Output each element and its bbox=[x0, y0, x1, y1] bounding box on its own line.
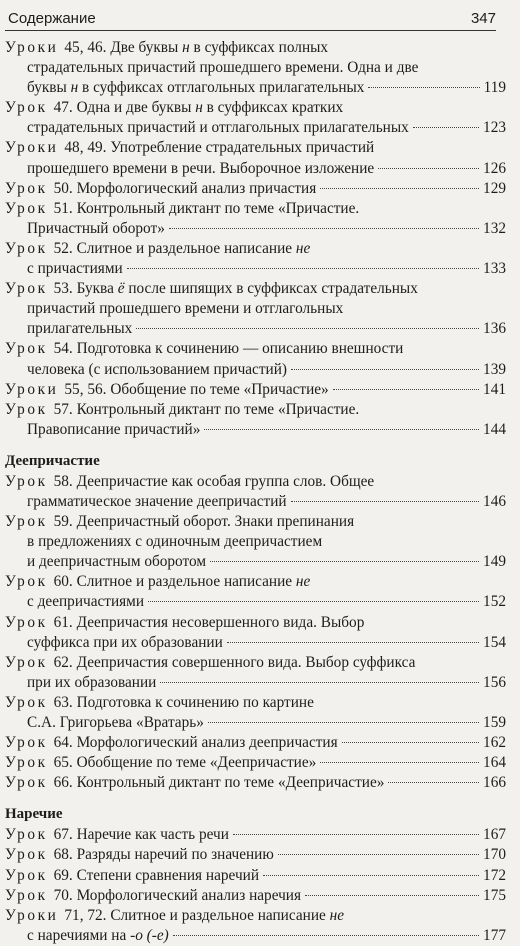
dot-leader bbox=[169, 228, 479, 229]
toc-entry-line: с деепричастиями bbox=[27, 593, 145, 611]
toc-entry bbox=[5, 845, 506, 865]
toc-entry bbox=[5, 693, 506, 733]
toc-page-number: 139 bbox=[483, 360, 506, 378]
toc-entry-line: 57. Контрольный диктант по теме «Причастие. bbox=[53, 400, 360, 418]
toc-entry-line: 67. Наречие как часть речи bbox=[53, 826, 229, 844]
toc-page-number: 152 bbox=[483, 593, 506, 611]
toc-entry bbox=[5, 753, 506, 773]
running-head bbox=[5, 0, 496, 31]
toc-entry bbox=[5, 886, 506, 906]
toc-entry-line: причастий прошедшего времени и отглагольных bbox=[27, 300, 344, 318]
lesson-keyword: Урок bbox=[5, 774, 48, 792]
toc-entry-line: 71, 72. Слитное и раздельное написание не bbox=[64, 906, 345, 924]
lesson-keyword: Урок bbox=[5, 340, 48, 358]
lesson-keyword: Уроки bbox=[5, 139, 59, 157]
toc-entry bbox=[5, 279, 506, 339]
toc-entry-line: прилагательных bbox=[27, 320, 133, 338]
lesson-keyword: Урок bbox=[5, 826, 48, 844]
dot-leader bbox=[378, 168, 479, 169]
toc-entry-line: 62. Деепричастия совершенного вида. Выбор суффикса bbox=[53, 653, 416, 671]
dot-leader bbox=[263, 875, 479, 876]
dot-leader bbox=[368, 87, 479, 88]
lesson-keyword: Урок bbox=[5, 886, 48, 904]
toc-entry-line: буквы н в суффиксах отглагольных прилагательных bbox=[27, 79, 365, 97]
toc-entry-line: Правописание причастий» bbox=[27, 420, 201, 438]
lesson-keyword: Урок bbox=[5, 400, 48, 418]
toc-page-number: 132 bbox=[483, 219, 506, 237]
toc-entry-line: 54. Подготовка к сочинению — описанию внешности bbox=[53, 340, 404, 358]
toc-entry bbox=[5, 179, 506, 199]
toc-entry bbox=[5, 653, 506, 693]
toc-page-number: 175 bbox=[483, 886, 506, 904]
table-of-contents bbox=[5, 38, 506, 946]
toc-page-number: 136 bbox=[483, 320, 506, 338]
toc-entry bbox=[5, 339, 506, 379]
toc-page-number: 159 bbox=[483, 714, 506, 731]
toc-entry-line: с наречиями на -о (-е) bbox=[27, 926, 169, 944]
lesson-keyword: Урок bbox=[5, 754, 48, 772]
dot-leader bbox=[291, 501, 479, 502]
toc-entry-line: 53. Буква ё после шипящих в суффиксах страдательных bbox=[53, 280, 418, 298]
dot-leader bbox=[210, 561, 479, 562]
lesson-keyword: Урок bbox=[5, 513, 48, 531]
toc-entry-line: человека (с использованием причастий) bbox=[27, 360, 287, 378]
toc-page-number: 129 bbox=[483, 179, 506, 197]
toc-entry-line: 69. Степени сравнения наречий bbox=[53, 866, 260, 884]
dot-leader bbox=[233, 834, 479, 835]
lesson-keyword: Урок bbox=[5, 866, 48, 884]
lesson-keyword: Урок bbox=[5, 734, 48, 752]
dot-leader bbox=[388, 782, 479, 783]
toc-entry-line: при их образовании bbox=[27, 673, 157, 691]
lesson-keyword: Уроки bbox=[5, 39, 59, 56]
dot-leader bbox=[278, 854, 479, 855]
toc-entry-line: 59. Деепричастный оборот. Знаки препинания bbox=[53, 513, 355, 531]
lesson-keyword: Урок bbox=[5, 613, 48, 631]
toc-page-number: 162 bbox=[483, 734, 506, 752]
toc-page-number: 126 bbox=[483, 159, 506, 177]
toc-entry-line: 65. Обобщение по теме «Деепричастие» bbox=[53, 754, 317, 772]
lesson-keyword: Урок bbox=[5, 653, 48, 671]
toc-entry bbox=[5, 733, 506, 753]
dot-leader bbox=[320, 762, 479, 763]
toc-page-number: 172 bbox=[483, 866, 506, 884]
toc-entry-line: 52. Слитное и раздельное написание не bbox=[53, 239, 311, 257]
toc-entry-line: 58. Деепричастие как особая группа слов. Общее bbox=[53, 472, 375, 490]
toc-entry bbox=[5, 400, 506, 440]
toc-page-number: 170 bbox=[483, 846, 506, 864]
toc-entry-line: грамматическое значение деепричастий bbox=[27, 492, 287, 510]
toc-entry bbox=[5, 825, 506, 845]
section-heading: Наречие bbox=[5, 806, 63, 823]
lesson-keyword: Урок bbox=[5, 846, 48, 864]
toc-entry bbox=[5, 512, 506, 572]
lesson-keyword: Урок bbox=[5, 472, 48, 490]
dot-leader bbox=[413, 127, 479, 128]
toc-page-number: 164 bbox=[483, 754, 506, 772]
lesson-keyword: Урок bbox=[5, 280, 48, 298]
toc-page-number: 177 bbox=[483, 926, 506, 944]
dot-leader bbox=[127, 268, 479, 269]
toc-page-number: 146 bbox=[483, 492, 506, 510]
dot-leader bbox=[204, 429, 479, 430]
dot-leader bbox=[342, 742, 479, 743]
dot-leader bbox=[173, 935, 479, 936]
lesson-keyword: Урок bbox=[5, 239, 48, 257]
toc-page-number: 167 bbox=[483, 826, 506, 844]
toc-page-number: 144 bbox=[483, 420, 506, 438]
toc-page-number: 119 bbox=[483, 79, 506, 97]
toc-entry-line: 51. Контрольный диктант по теме «Причастие. bbox=[53, 199, 360, 217]
toc-entry-line: и деепричастным оборотом bbox=[27, 553, 207, 571]
toc-entry-line: 70. Морфологический анализ наречия bbox=[53, 886, 302, 904]
toc-entry-line: С.А. Григорьева «Вратарь» bbox=[27, 714, 204, 731]
toc-page-number: 123 bbox=[483, 119, 506, 137]
dot-leader bbox=[227, 642, 479, 643]
toc-entry-line: страдательных причастий и отглагольных прилагательных bbox=[27, 119, 409, 137]
dot-leader bbox=[320, 188, 479, 189]
toc-entry bbox=[5, 866, 506, 886]
toc-page-number: 166 bbox=[483, 774, 506, 792]
toc-entry bbox=[5, 380, 506, 400]
toc-entry-line: 45, 46. Две буквы н в суффиксах полных bbox=[64, 39, 329, 56]
dot-leader bbox=[305, 895, 479, 896]
toc-page-number: 154 bbox=[483, 633, 506, 651]
running-head-title: Содержание bbox=[8, 10, 96, 27]
dot-leader bbox=[333, 389, 479, 390]
dot-leader bbox=[160, 682, 479, 683]
toc-entry bbox=[5, 472, 506, 512]
toc-entry-line: 47. Одна и две буквы н в суффиксах кратких bbox=[53, 99, 344, 117]
toc-entry-line: с причастиями bbox=[27, 260, 123, 278]
toc-entry-line: прошедшего времени в речи. Выборочное изложение bbox=[27, 159, 375, 177]
toc-entry-line: 66. Контрольный диктант по теме «Деепричастие» bbox=[53, 774, 385, 792]
toc-entry-line: 48, 49. Употребление страдательных причастий bbox=[64, 139, 375, 157]
toc-entry bbox=[5, 906, 506, 946]
toc-entry-line: 64. Морфологический анализ деепричастия bbox=[53, 734, 338, 752]
toc-entry bbox=[5, 773, 506, 793]
lesson-keyword: Урок bbox=[5, 693, 48, 711]
dot-leader bbox=[136, 328, 479, 329]
toc-entry bbox=[5, 613, 506, 653]
dot-leader bbox=[148, 601, 479, 602]
toc-entry-line: страдательных причастий прошедшего времени. Одна и две bbox=[27, 59, 419, 77]
toc-entry bbox=[5, 98, 506, 138]
toc-page-number: 156 bbox=[483, 673, 506, 691]
toc-page-number: 141 bbox=[483, 380, 506, 398]
toc-entry-line: 63. Подготовка к сочинению по картине bbox=[53, 693, 314, 711]
toc-entry bbox=[5, 239, 506, 279]
toc-entry bbox=[5, 199, 506, 239]
toc-entry bbox=[5, 572, 506, 612]
lesson-keyword: Урок bbox=[5, 179, 48, 197]
toc-entry bbox=[5, 138, 506, 178]
toc-entry bbox=[5, 38, 506, 98]
lesson-keyword: Урок bbox=[5, 573, 48, 591]
toc-entry-line: 60. Слитное и раздельное написание не bbox=[53, 573, 311, 591]
toc-entry-line: 55, 56. Обобщение по теме «Причастие» bbox=[64, 380, 329, 398]
lesson-keyword: Урок bbox=[5, 199, 48, 217]
lesson-keyword: Урок bbox=[5, 99, 48, 117]
toc-entry-line: Причастный оборот» bbox=[27, 219, 165, 237]
toc-entry-line: в предложениях с одиночным деепричастием bbox=[27, 533, 323, 551]
lesson-keyword: Уроки bbox=[5, 380, 59, 398]
page-number: 347 bbox=[470, 10, 496, 27]
toc-entry-line: 68. Разряды наречий по значению bbox=[53, 846, 274, 864]
toc-entry-line: 50. Морфологический анализ причастия bbox=[53, 179, 317, 197]
toc-page-number: 149 bbox=[483, 553, 506, 571]
lesson-keyword: Уроки bbox=[5, 906, 59, 924]
section-heading: Деепричастие bbox=[5, 452, 100, 469]
toc-page-number: 133 bbox=[483, 260, 506, 278]
dot-leader bbox=[291, 369, 479, 370]
toc-entry-line: суффикса при их образовании bbox=[27, 633, 223, 651]
dot-leader bbox=[208, 722, 479, 723]
toc-entry-line: 61. Деепричастия несовершенного вида. Выбор bbox=[53, 613, 365, 631]
